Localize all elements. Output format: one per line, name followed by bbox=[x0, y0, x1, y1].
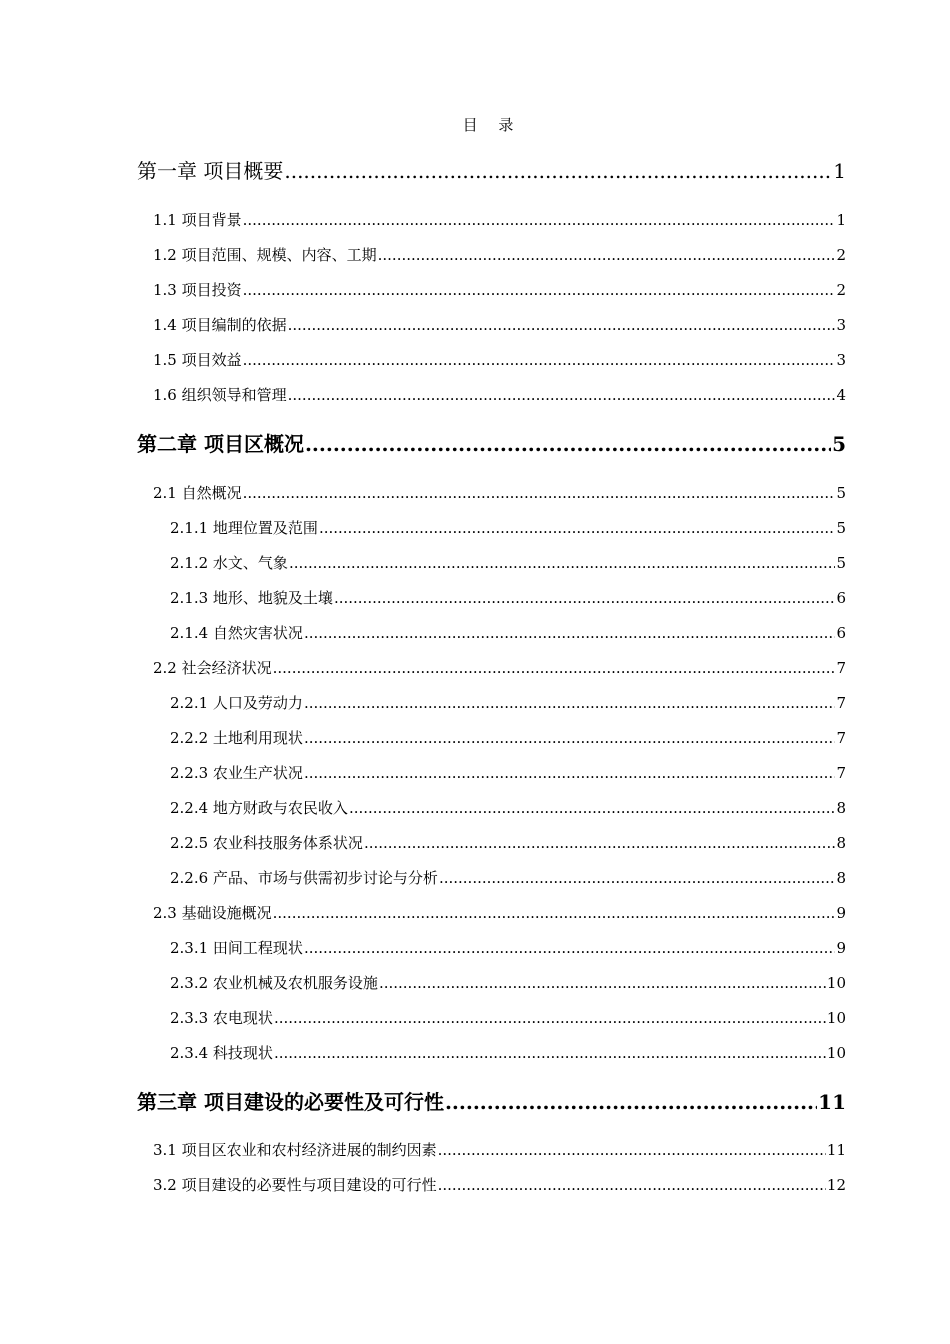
toc-entry-label: 2.3.1 田间工程现状 bbox=[170, 939, 303, 957]
toc-entry-label: 2.1.4 自然灾害状况 bbox=[170, 624, 303, 642]
toc-leader-dots bbox=[379, 974, 826, 992]
toc-entry-label: 2.1 自然概况 bbox=[153, 484, 242, 502]
toc-leader-dots bbox=[243, 211, 836, 229]
toc-entry[interactable] bbox=[153, 314, 846, 335]
toc-leader-dots bbox=[288, 386, 836, 404]
toc-entry-label: 2.3 基础设施概况 bbox=[153, 904, 272, 922]
toc-page-number: 7 bbox=[836, 659, 846, 677]
toc-page-number: 1 bbox=[836, 211, 846, 229]
toc-leader-dots bbox=[349, 799, 836, 817]
toc-entry-label: 1.2 项目范围、规模、内容、工期 bbox=[153, 246, 377, 264]
toc-leader-dots bbox=[305, 432, 831, 456]
toc-page-number: 7 bbox=[836, 729, 846, 747]
toc-entry-label: 2.2.4 地方财政与农民收入 bbox=[170, 799, 348, 817]
toc-leader-dots bbox=[243, 351, 836, 369]
toc-chapter-label: 第三章 项目建设的必要性及可行性 bbox=[137, 1090, 444, 1114]
toc-entry[interactable] bbox=[170, 587, 846, 608]
toc-page-number: 10 bbox=[826, 1044, 846, 1062]
toc-leader-dots bbox=[284, 159, 832, 183]
toc-entry-label: 2.1.2 水文、气象 bbox=[170, 554, 288, 572]
toc-entry[interactable] bbox=[153, 1174, 846, 1195]
toc-leader-dots bbox=[304, 764, 836, 782]
toc-leader-dots bbox=[304, 694, 836, 712]
toc-entry-label: 3.2 项目建设的必要性与项目建设的可行性 bbox=[153, 1176, 437, 1194]
toc-entry-label: 2.3.3 农电现状 bbox=[170, 1009, 273, 1027]
toc-page-number: 8 bbox=[836, 799, 846, 817]
toc-leader-dots bbox=[445, 1090, 817, 1114]
toc-entry[interactable] bbox=[170, 1042, 846, 1063]
toc-leader-dots bbox=[304, 729, 836, 747]
toc-chapter-1[interactable] bbox=[137, 155, 846, 184]
toc-entry-label: 2.2.3 农业生产状况 bbox=[170, 764, 303, 782]
toc-page-number: 9 bbox=[836, 904, 846, 922]
toc-page-number: 3 bbox=[836, 351, 846, 369]
toc-entry-label: 2.2.5 农业科技服务体系状况 bbox=[170, 834, 363, 852]
toc-entry[interactable] bbox=[153, 209, 846, 230]
toc-page-number: 11 bbox=[826, 1141, 846, 1159]
toc-entry-label: 2.2 社会经济状况 bbox=[153, 659, 272, 677]
toc-page-number: 7 bbox=[836, 764, 846, 782]
toc-entry[interactable] bbox=[153, 349, 846, 370]
toc-leader-dots bbox=[288, 316, 836, 334]
toc-leader-dots bbox=[274, 1044, 826, 1062]
toc-entry-label: 2.1.1 地理位置及范围 bbox=[170, 519, 318, 537]
toc-entry-label: 1.6 组织领导和管理 bbox=[153, 386, 287, 404]
toc-leader-dots bbox=[438, 1141, 826, 1159]
toc-entry[interactable] bbox=[170, 692, 846, 713]
toc-chapter-2[interactable] bbox=[137, 428, 846, 457]
toc-entry-label: 2.2.2 土地利用现状 bbox=[170, 729, 303, 747]
toc-leader-dots bbox=[364, 834, 836, 852]
toc-entry[interactable] bbox=[170, 727, 846, 748]
toc-entry-label: 1.3 项目投资 bbox=[153, 281, 242, 299]
toc-entry[interactable] bbox=[170, 832, 846, 853]
toc-entry[interactable] bbox=[170, 762, 846, 783]
toc-page-number: 8 bbox=[836, 834, 846, 852]
toc-page-number: 2 bbox=[836, 246, 846, 264]
toc-page-number: 5 bbox=[832, 432, 846, 456]
toc-page-number: 8 bbox=[836, 869, 846, 887]
toc-page-number: 10 bbox=[826, 974, 846, 992]
toc-page-number: 11 bbox=[818, 1090, 846, 1114]
toc-page-number: 12 bbox=[826, 1176, 846, 1194]
toc-page-number: 2 bbox=[836, 281, 846, 299]
toc-leader-dots bbox=[304, 939, 836, 957]
toc-leader-dots bbox=[378, 246, 836, 264]
toc-chapter-label: 第一章 项目概要 bbox=[137, 159, 284, 183]
toc-entry[interactable] bbox=[153, 902, 846, 923]
toc-entry[interactable] bbox=[170, 1007, 846, 1028]
toc-entry[interactable] bbox=[153, 279, 846, 300]
toc-chapter-3[interactable] bbox=[137, 1086, 846, 1115]
toc-entry[interactable] bbox=[170, 797, 846, 818]
toc-leader-dots bbox=[334, 589, 836, 607]
toc-entry[interactable] bbox=[170, 937, 846, 958]
toc-page-number: 7 bbox=[836, 694, 846, 712]
toc-entry[interactable] bbox=[153, 482, 846, 503]
toc-page-number: 1 bbox=[833, 159, 846, 183]
toc-leader-dots bbox=[439, 869, 836, 887]
toc-page-number: 6 bbox=[836, 589, 846, 607]
toc-leader-dots bbox=[438, 1176, 826, 1194]
toc-entry-label: 2.1.3 地形、地貌及土壤 bbox=[170, 589, 333, 607]
toc-entry-label: 1.1 项目背景 bbox=[153, 211, 242, 229]
toc-page-number: 3 bbox=[836, 316, 846, 334]
toc-leader-dots bbox=[243, 484, 836, 502]
toc-page-number: 5 bbox=[836, 484, 846, 502]
toc-leader-dots bbox=[319, 519, 836, 537]
toc-entry-label: 1.5 项目效益 bbox=[153, 351, 242, 369]
toc-entry-label: 2.2.1 人口及劳动力 bbox=[170, 694, 303, 712]
toc-entry-label: 2.2.6 产品、市场与供需初步讨论与分析 bbox=[170, 869, 438, 887]
toc-leader-dots bbox=[274, 1009, 826, 1027]
toc-title: 目 录 bbox=[462, 116, 522, 134]
toc-entry-label: 3.1 项目区农业和农村经济进展的制约因素 bbox=[153, 1141, 437, 1159]
toc-entry[interactable] bbox=[153, 384, 846, 405]
toc-page-number: 9 bbox=[836, 939, 846, 957]
toc-leader-dots bbox=[273, 659, 836, 677]
toc-entry[interactable] bbox=[153, 1139, 846, 1160]
toc-entry[interactable] bbox=[153, 244, 846, 265]
toc-leader-dots bbox=[273, 904, 836, 922]
toc-entry[interactable] bbox=[170, 517, 846, 538]
toc-page-number: 4 bbox=[836, 386, 846, 404]
toc-entry-label: 2.3.2 农业机械及农机服务设施 bbox=[170, 974, 378, 992]
toc-entry[interactable] bbox=[170, 552, 846, 573]
toc-leader-dots bbox=[289, 554, 836, 572]
toc-page-number: 5 bbox=[836, 519, 846, 537]
toc-entry[interactable] bbox=[153, 657, 846, 678]
toc-leader-dots bbox=[243, 281, 836, 299]
toc-entry-label: 2.3.4 科技现状 bbox=[170, 1044, 273, 1062]
toc-entry[interactable] bbox=[170, 622, 846, 643]
toc-chapter-label: 第二章 项目区概况 bbox=[137, 432, 304, 456]
toc-page-number: 5 bbox=[836, 554, 846, 572]
toc-leader-dots bbox=[304, 624, 836, 642]
toc-page-number: 10 bbox=[826, 1009, 846, 1027]
toc-entry-label: 1.4 项目编制的依据 bbox=[153, 316, 287, 334]
toc-entry[interactable] bbox=[170, 867, 846, 888]
toc-page-number: 6 bbox=[836, 624, 846, 642]
toc-entry[interactable] bbox=[170, 972, 846, 993]
